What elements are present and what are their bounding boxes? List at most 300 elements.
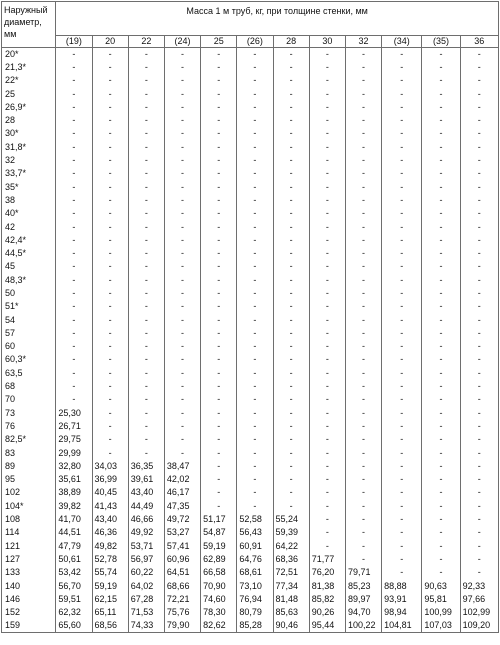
mass-value-cell: - <box>237 473 273 486</box>
mass-value-cell: - <box>237 313 273 326</box>
mass-value-cell: 100,99 <box>422 606 460 619</box>
outer-diameter-cell: 60,3* <box>2 353 56 366</box>
mass-value-cell: - <box>128 61 164 74</box>
mass-value-cell: - <box>422 460 460 473</box>
mass-value-cell: - <box>422 101 460 114</box>
mass-value-cell: - <box>382 380 422 393</box>
mass-value-cell: 59,39 <box>273 526 309 539</box>
mass-value-cell: - <box>460 260 498 273</box>
mass-value-cell: 72,21 <box>164 593 200 606</box>
mass-value-cell: - <box>128 287 164 300</box>
wall-thickness-header: (35) <box>422 36 460 48</box>
mass-value-cell: - <box>237 247 273 260</box>
mass-value-cell: - <box>164 127 200 140</box>
mass-value-cell: - <box>92 393 128 406</box>
mass-value-cell: - <box>56 114 92 127</box>
wall-thickness-header: 20 <box>92 36 128 48</box>
mass-value-cell: - <box>92 247 128 260</box>
mass-value-cell: - <box>345 154 381 167</box>
mass-value-cell: - <box>382 141 422 154</box>
wall-thickness-header: 32 <box>345 36 381 48</box>
mass-value-cell: - <box>237 234 273 247</box>
mass-value-cell: - <box>345 167 381 180</box>
mass-value-cell: - <box>273 127 309 140</box>
mass-value-cell: - <box>460 513 498 526</box>
mass-value-cell: - <box>56 313 92 326</box>
mass-value-cell: - <box>237 353 273 366</box>
table-row <box>2 101 499 114</box>
mass-value-cell: - <box>56 260 92 273</box>
mass-value-cell: 53,27 <box>164 526 200 539</box>
mass-value-cell: 79,71 <box>345 566 381 579</box>
mass-value-cell: - <box>422 300 460 313</box>
mass-value-cell: - <box>201 460 237 473</box>
mass-value-cell: - <box>422 473 460 486</box>
mass-value-cell: - <box>164 274 200 287</box>
mass-value-cell: 92,33 <box>460 579 498 592</box>
mass-value-cell: - <box>273 287 309 300</box>
mass-value-cell: - <box>273 61 309 74</box>
mass-value-cell: - <box>309 234 345 247</box>
wall-thickness-header: 30 <box>309 36 345 48</box>
mass-value-cell: - <box>460 526 498 539</box>
mass-value-cell: - <box>460 420 498 433</box>
mass-value-cell: - <box>164 407 200 420</box>
outer-diameter-cell: 108 <box>2 513 56 526</box>
mass-value-cell: - <box>309 207 345 220</box>
mass-value-cell: - <box>164 114 200 127</box>
mass-value-cell: - <box>422 340 460 353</box>
table-row <box>2 486 499 499</box>
mass-value-cell: - <box>273 74 309 87</box>
mass-value-cell: - <box>382 367 422 380</box>
outer-diameter-cell: 48,3* <box>2 274 56 287</box>
mass-value-cell: - <box>92 180 128 193</box>
mass-value-cell: - <box>164 234 200 247</box>
table-row <box>2 579 499 592</box>
mass-value-cell: - <box>201 220 237 233</box>
mass-value-cell: 32,80 <box>56 460 92 473</box>
mass-value-cell: - <box>309 287 345 300</box>
mass-value-cell: - <box>237 287 273 300</box>
mass-value-cell: 54,87 <box>201 526 237 539</box>
mass-value-cell: - <box>92 234 128 247</box>
mass-value-cell: - <box>201 393 237 406</box>
table-row <box>2 353 499 366</box>
mass-value-cell: - <box>309 460 345 473</box>
mass-value-cell: - <box>201 247 237 260</box>
mass-value-cell: 90,46 <box>273 619 309 632</box>
outer-diameter-cell: 146 <box>2 593 56 606</box>
mass-value-cell: - <box>382 260 422 273</box>
mass-value-cell: - <box>422 420 460 433</box>
mass-value-cell: - <box>56 154 92 167</box>
mass-value-cell: - <box>460 433 498 446</box>
mass-value-cell: - <box>128 167 164 180</box>
mass-value-cell: 47,35 <box>164 500 200 513</box>
mass-value-cell: - <box>201 274 237 287</box>
mass-value-cell: - <box>460 194 498 207</box>
mass-value-cell: - <box>460 353 498 366</box>
table-row <box>2 114 499 127</box>
mass-value-cell: - <box>164 340 200 353</box>
mass-value-cell: - <box>273 247 309 260</box>
mass-value-cell: - <box>128 101 164 114</box>
mass-value-cell: - <box>128 433 164 446</box>
mass-value-cell: - <box>422 353 460 366</box>
mass-value-cell: 90,26 <box>309 606 345 619</box>
mass-value-cell: 43,40 <box>92 513 128 526</box>
mass-value-cell: - <box>460 154 498 167</box>
mass-value-cell: - <box>345 539 381 552</box>
table-body <box>2 48 499 633</box>
table-row <box>2 340 499 353</box>
mass-value-cell: - <box>201 114 237 127</box>
mass-value-cell: - <box>309 327 345 340</box>
mass-value-cell: - <box>164 207 200 220</box>
table-row <box>2 220 499 233</box>
mass-value-cell: - <box>382 313 422 326</box>
mass-value-cell: 81,38 <box>309 579 345 592</box>
mass-value-cell: - <box>422 194 460 207</box>
table-row <box>2 407 499 420</box>
mass-value-cell: 74,60 <box>201 593 237 606</box>
mass-value-cell: - <box>92 274 128 287</box>
table-row <box>2 154 499 167</box>
mass-value-cell: 97,66 <box>460 593 498 606</box>
mass-value-cell: - <box>460 247 498 260</box>
mass-value-cell: - <box>309 74 345 87</box>
table-row <box>2 74 499 87</box>
outer-diameter-cell: 70 <box>2 393 56 406</box>
outer-diameter-cell: 38 <box>2 194 56 207</box>
outer-diameter-cell: 121 <box>2 539 56 552</box>
outer-diameter-cell: 45 <box>2 260 56 273</box>
mass-value-cell: - <box>422 274 460 287</box>
wall-thickness-header: (24) <box>164 36 200 48</box>
mass-value-cell: - <box>382 553 422 566</box>
mass-value-cell: - <box>273 340 309 353</box>
mass-value-cell: - <box>128 393 164 406</box>
mass-value-cell: - <box>201 500 237 513</box>
mass-value-cell: - <box>382 194 422 207</box>
mass-value-cell: - <box>345 260 381 273</box>
mass-value-cell: 49,72 <box>164 513 200 526</box>
mass-value-cell: - <box>201 446 237 459</box>
mass-value-cell: - <box>237 154 273 167</box>
mass-value-cell: - <box>237 486 273 499</box>
mass-value-cell: 46,36 <box>92 526 128 539</box>
mass-value-cell: 67,28 <box>128 593 164 606</box>
mass-value-cell: - <box>56 194 92 207</box>
mass-value-cell: 43,40 <box>128 486 164 499</box>
mass-value-cell: - <box>273 380 309 393</box>
mass-value-cell: - <box>382 393 422 406</box>
mass-value-cell: - <box>273 486 309 499</box>
mass-value-cell: 62,89 <box>201 553 237 566</box>
mass-value-cell: 71,77 <box>309 553 345 566</box>
outer-diameter-cell: 159 <box>2 619 56 632</box>
mass-value-cell: 104,81 <box>382 619 422 632</box>
mass-value-cell: 88,88 <box>382 579 422 592</box>
mass-value-cell: - <box>345 513 381 526</box>
mass-value-cell: - <box>460 48 498 61</box>
mass-value-cell: - <box>201 194 237 207</box>
mass-value-cell: - <box>422 114 460 127</box>
mass-value-cell: - <box>92 260 128 273</box>
diameter-header-line: мм <box>4 29 17 39</box>
mass-value-cell: 107,03 <box>422 619 460 632</box>
outer-diameter-cell: 40* <box>2 207 56 220</box>
mass-value-cell: - <box>273 274 309 287</box>
mass-value-cell: - <box>56 207 92 220</box>
mass-value-cell: 51,17 <box>201 513 237 526</box>
mass-value-cell: - <box>164 433 200 446</box>
wall-thickness-header: 36 <box>460 36 498 48</box>
mass-value-cell: 59,19 <box>201 539 237 552</box>
mass-value-cell: - <box>382 180 422 193</box>
mass-value-cell: 49,92 <box>128 526 164 539</box>
mass-value-cell: - <box>382 486 422 499</box>
mass-value-cell: 100,22 <box>345 619 381 632</box>
mass-value-cell: - <box>92 313 128 326</box>
mass-value-cell: - <box>201 127 237 140</box>
mass-value-cell: 60,22 <box>128 566 164 579</box>
mass-value-cell: 71,53 <box>128 606 164 619</box>
mass-value-cell: - <box>422 154 460 167</box>
mass-value-cell: - <box>345 420 381 433</box>
mass-value-cell: - <box>309 48 345 61</box>
mass-value-cell: - <box>273 393 309 406</box>
mass-value-cell: - <box>382 247 422 260</box>
mass-value-cell: - <box>164 313 200 326</box>
mass-value-cell: - <box>422 220 460 233</box>
mass-value-cell: - <box>422 48 460 61</box>
mass-value-cell: - <box>128 247 164 260</box>
mass-value-cell: - <box>128 194 164 207</box>
mass-value-cell: - <box>422 526 460 539</box>
mass-value-cell: 40,45 <box>92 486 128 499</box>
mass-value-cell: 65,11 <box>92 606 128 619</box>
mass-value-cell: - <box>273 407 309 420</box>
mass-value-cell: - <box>345 287 381 300</box>
mass-value-cell: - <box>345 340 381 353</box>
mass-value-cell: - <box>92 327 128 340</box>
mass-value-cell: - <box>422 167 460 180</box>
table-row <box>2 606 499 619</box>
mass-value-cell: - <box>273 207 309 220</box>
mass-value-cell: - <box>273 353 309 366</box>
outer-diameter-cell: 28 <box>2 114 56 127</box>
mass-value-cell: - <box>422 313 460 326</box>
mass-value-cell: - <box>460 393 498 406</box>
outer-diameter-cell: 89 <box>2 460 56 473</box>
mass-value-cell: - <box>309 486 345 499</box>
mass-value-cell: - <box>237 101 273 114</box>
wall-thickness-header: (19) <box>56 36 92 48</box>
mass-value-cell: 64,02 <box>128 579 164 592</box>
mass-value-cell: 68,36 <box>273 553 309 566</box>
mass-value-cell: - <box>92 127 128 140</box>
mass-value-cell: - <box>422 566 460 579</box>
mass-value-cell: 90,63 <box>422 579 460 592</box>
mass-value-cell: - <box>460 300 498 313</box>
diameter-column-header <box>2 2 56 48</box>
outer-diameter-cell: 63,5 <box>2 367 56 380</box>
mass-value-cell: - <box>273 367 309 380</box>
mass-value-cell: - <box>422 87 460 100</box>
mass-value-cell: - <box>56 48 92 61</box>
mass-value-cell: - <box>237 500 273 513</box>
table-row <box>2 553 499 566</box>
table-row <box>2 48 499 61</box>
mass-value-cell: - <box>460 207 498 220</box>
mass-value-cell: - <box>56 300 92 313</box>
mass-value-cell: - <box>237 300 273 313</box>
mass-value-cell: 85,28 <box>237 619 273 632</box>
mass-value-cell: - <box>237 460 273 473</box>
outer-diameter-cell: 104* <box>2 500 56 513</box>
mass-value-cell: - <box>273 167 309 180</box>
mass-value-cell: 98,94 <box>382 606 422 619</box>
mass-value-cell: - <box>237 327 273 340</box>
mass-value-cell: - <box>345 433 381 446</box>
mass-value-cell: - <box>309 420 345 433</box>
mass-value-cell: - <box>309 313 345 326</box>
mass-value-cell: - <box>345 274 381 287</box>
wall-thickness-header: (26) <box>237 36 273 48</box>
mass-value-cell: - <box>92 194 128 207</box>
mass-value-cell: - <box>201 380 237 393</box>
mass-value-cell: - <box>56 234 92 247</box>
mass-value-cell: - <box>309 513 345 526</box>
table-row <box>2 566 499 579</box>
mass-value-cell: - <box>201 313 237 326</box>
mass-value-cell: 60,91 <box>237 539 273 552</box>
mass-value-cell: 44,49 <box>128 500 164 513</box>
mass-value-cell: - <box>164 220 200 233</box>
mass-value-cell: - <box>309 340 345 353</box>
mass-value-cell: - <box>237 48 273 61</box>
mass-value-cell: 85,63 <box>273 606 309 619</box>
mass-value-cell: - <box>237 260 273 273</box>
mass-value-cell: - <box>273 87 309 100</box>
mass-value-cell: 64,51 <box>164 566 200 579</box>
outer-diameter-cell: 20* <box>2 48 56 61</box>
outer-diameter-cell: 42,4* <box>2 234 56 247</box>
mass-value-cell: - <box>92 48 128 61</box>
mass-value-cell: 77,34 <box>273 579 309 592</box>
mass-value-cell: - <box>422 500 460 513</box>
mass-value-cell: - <box>460 460 498 473</box>
mass-value-cell: - <box>309 180 345 193</box>
table-row <box>2 327 499 340</box>
mass-value-cell: - <box>237 127 273 140</box>
mass-value-cell: 55,74 <box>92 566 128 579</box>
outer-diameter-cell: 42 <box>2 220 56 233</box>
mass-value-cell: - <box>382 61 422 74</box>
mass-value-cell: - <box>164 167 200 180</box>
mass-value-cell: - <box>128 260 164 273</box>
mass-value-cell: 82,62 <box>201 619 237 632</box>
mass-value-cell: - <box>237 393 273 406</box>
mass-value-cell: - <box>128 114 164 127</box>
mass-value-cell: - <box>237 87 273 100</box>
table-row <box>2 287 499 300</box>
table-row <box>2 460 499 473</box>
mass-value-cell: - <box>56 393 92 406</box>
wall-thickness-header: 28 <box>273 36 309 48</box>
mass-value-cell: - <box>460 180 498 193</box>
mass-value-cell: 72,51 <box>273 566 309 579</box>
outer-diameter-cell: 140 <box>2 579 56 592</box>
mass-value-cell: - <box>128 380 164 393</box>
mass-value-cell: - <box>382 340 422 353</box>
mass-value-cell: - <box>164 61 200 74</box>
mass-value-cell: 109,20 <box>460 619 498 632</box>
mass-value-cell: - <box>382 274 422 287</box>
mass-value-cell: - <box>92 154 128 167</box>
mass-value-cell: 73,10 <box>237 579 273 592</box>
mass-value-cell: - <box>164 74 200 87</box>
table-row <box>2 420 499 433</box>
mass-value-cell: 53,42 <box>56 566 92 579</box>
table-row <box>2 61 499 74</box>
table-row <box>2 247 499 260</box>
mass-value-cell: 65,60 <box>56 619 92 632</box>
mass-value-cell: - <box>345 87 381 100</box>
mass-value-cell: 56,97 <box>128 553 164 566</box>
mass-value-cell: - <box>382 566 422 579</box>
mass-value-cell: - <box>422 74 460 87</box>
mass-value-cell: - <box>201 48 237 61</box>
mass-value-cell: - <box>128 446 164 459</box>
mass-value-cell: - <box>345 380 381 393</box>
mass-value-cell: - <box>460 500 498 513</box>
mass-value-cell: - <box>56 74 92 87</box>
mass-value-cell: - <box>164 194 200 207</box>
mass-value-cell: - <box>345 500 381 513</box>
mass-value-cell: - <box>460 141 498 154</box>
mass-value-cell: - <box>345 207 381 220</box>
mass-value-cell: - <box>92 61 128 74</box>
mass-value-cell: - <box>237 433 273 446</box>
table-row <box>2 473 499 486</box>
table-row <box>2 127 499 140</box>
mass-value-cell: - <box>460 367 498 380</box>
mass-value-cell: - <box>422 247 460 260</box>
mass-value-cell: - <box>128 220 164 233</box>
mass-value-cell: - <box>273 473 309 486</box>
table-row <box>2 380 499 393</box>
mass-value-cell: - <box>382 407 422 420</box>
mass-value-cell: - <box>201 260 237 273</box>
mass-value-cell: 38,47 <box>164 460 200 473</box>
mass-value-cell: 47,79 <box>56 539 92 552</box>
mass-value-cell: 76,20 <box>309 566 345 579</box>
mass-value-cell: 29,99 <box>56 446 92 459</box>
mass-value-cell: 102,99 <box>460 606 498 619</box>
mass-value-cell: 56,43 <box>237 526 273 539</box>
mass-value-cell: - <box>273 420 309 433</box>
mass-value-cell: - <box>422 553 460 566</box>
mass-value-cell: - <box>56 380 92 393</box>
mass-value-cell: - <box>460 114 498 127</box>
mass-value-cell: - <box>92 74 128 87</box>
mass-value-cell: - <box>164 87 200 100</box>
mass-value-cell: - <box>201 433 237 446</box>
mass-value-cell: - <box>237 407 273 420</box>
